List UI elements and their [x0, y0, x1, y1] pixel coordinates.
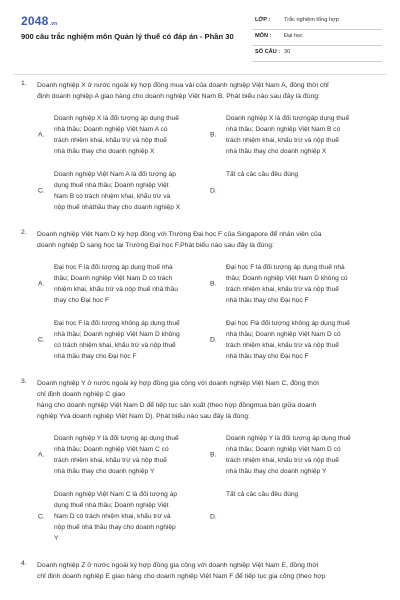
option-text-line: dụng thuế nhà thầu; Doanh nghiệp Việt	[54, 182, 169, 189]
question-text	[37, 560, 386, 582]
question-text	[37, 80, 386, 102]
document-header	[0, 0, 400, 70]
meta-row-count	[252, 46, 382, 62]
option-text-line: Doanh nghiệp X là đối tượng áp dụng thuế	[54, 115, 179, 122]
option-text	[54, 318, 204, 362]
meta-value: 30	[284, 49, 291, 55]
option-text-line: nhiệm khai, khấu trừ và nộp thuế nhà thầu	[54, 286, 178, 293]
option-text-line: Đại học F là đối tượng áp dụng thuế nhà	[54, 264, 173, 271]
option-text	[226, 113, 376, 157]
answer-option[interactable]	[38, 312, 210, 368]
option-text-line: Đại học F là đối tượng không áp dụng thuế	[54, 320, 180, 327]
option-text-line: dụng thuế nhà thầu; Doanh nghiệp Việt	[54, 502, 169, 509]
option-text-line: Tất cả các câu đều đúng	[226, 491, 299, 498]
option-letter: B.	[210, 280, 217, 288]
question-item	[0, 560, 400, 582]
question-text	[37, 378, 386, 422]
option-text-line: trách nhiệm khai, khấu trừ và nộp thuế	[54, 457, 167, 464]
option-text-line: thầu; Doanh nghiệp Việt Nam D không có	[226, 275, 348, 282]
answer-option-row	[38, 483, 383, 550]
option-text-line: nhà thầu thay cho doanh nghiệp X	[54, 148, 155, 155]
option-text-line: trách nhiệm khai, khấu trừ và nộp thuế	[226, 342, 339, 349]
answer-option-row	[38, 312, 383, 368]
option-letter: A.	[38, 280, 45, 288]
meta-row-subject	[252, 30, 382, 46]
meta-value: Trắc nghiệm tổng hợp	[284, 17, 339, 23]
option-text-line: nộp thuế nhàthầu thay cho doanh nghiệp X	[54, 204, 181, 211]
option-text-line: nhà thầu thay cho Đại học F	[226, 353, 309, 360]
option-text-line: trách nhiệm khai, khấu trừ và nộp thuế	[226, 137, 339, 144]
meta-label: SỐ CÂU :	[255, 49, 281, 55]
meta-label: LỚP :	[255, 17, 271, 23]
question-text	[37, 229, 386, 251]
option-text-line: thầu; Doanh nghiệp Việt Nam D có trách	[54, 275, 173, 282]
header-divider	[13, 74, 387, 75]
option-letter: C.	[38, 187, 45, 195]
option-text-line: có trách nhiệm khai, khấu trừ và nộp thuế	[54, 342, 176, 349]
option-text-line: nhà thầu; Doanh nghiệp Việt Nam C có	[54, 446, 169, 453]
option-text-line: trách nhiệm khai, khấu trừ và nộp thuế	[54, 137, 167, 144]
option-text	[54, 262, 204, 306]
site-logo[interactable]: 2048.vn	[21, 14, 58, 28]
answer-option[interactable]	[210, 483, 382, 550]
answer-option-row	[38, 107, 383, 163]
option-text	[226, 489, 376, 500]
option-text-line: nhà thầu; Doanh nghiệp Việt Nam D có	[226, 331, 341, 338]
question-list	[0, 80, 400, 592]
answer-option[interactable]	[210, 256, 382, 312]
question-item	[0, 80, 400, 219]
option-text-line: thay cho Đại học F	[54, 297, 109, 304]
option-letter: D.	[210, 513, 217, 520]
option-text-line: nộp thuế nhà thầu thay cho doanh nghiệp	[54, 524, 176, 531]
option-letter: B.	[210, 131, 217, 139]
option-text-line: Nam D có trách nhiệm khai, khấu trừ và	[54, 513, 171, 520]
answer-options	[38, 107, 383, 219]
answer-option[interactable]	[210, 163, 382, 219]
option-text	[226, 169, 376, 180]
option-text-line: Doanh nghiệp Việt Nam A là đối tượng áp	[54, 171, 176, 178]
option-letter: B.	[210, 451, 217, 459]
question-number: 3.	[21, 378, 27, 385]
option-text-line: Doanh nghiệp Y là đối tượng áp dụng thuế	[226, 435, 351, 442]
question-text-line: định doanh nghiệp A giao hàng cho doanh nghiệp Việt Nam B. Phát biểu nào sau đây là đúng:	[37, 93, 320, 100]
option-text-line: nhà thầu thay cho doanh nghiệp Y	[54, 468, 155, 475]
option-text-line: Nam B có trách nhiệm khai, khấu trừ và	[54, 193, 171, 200]
answer-option[interactable]	[210, 312, 382, 368]
option-text-line: nhà thầu thay cho doanh nghiệp X	[226, 148, 327, 155]
option-text-line: nhà thầu; Doanh nghiệp Việt Nam A có	[54, 126, 168, 133]
question-item	[0, 229, 400, 368]
option-text	[54, 433, 204, 477]
option-text-line: nhà thầu thay cho Đại học F	[226, 297, 309, 304]
meta-value: Đại học	[284, 33, 303, 39]
answer-option[interactable]	[38, 427, 210, 483]
question-text-line: doanh nghiệp D sang học tại Trường Đại học F.Phát biểu nào sau đây là đúng:	[37, 242, 274, 249]
option-text-line: nhà thầu thay cho doanh nghiệp Y	[226, 468, 327, 475]
answer-option[interactable]	[38, 256, 210, 312]
option-text-line: Đại học Flà đối tượng không áp dụng thuế	[226, 320, 350, 327]
question-number: 1.	[21, 80, 27, 87]
answer-options	[38, 256, 383, 368]
option-text-line: Doanh nghiệp Việt Nam C là đối tượng áp	[54, 491, 177, 498]
option-text	[54, 489, 204, 544]
option-text	[226, 433, 376, 477]
answer-options	[38, 427, 383, 550]
option-text-line: Y	[54, 535, 59, 542]
question-text-line: Doanh nghiệp Việt Nam D ký hợp đồng với Trường Đại học F của Singapore để nhân viên của	[37, 231, 322, 238]
answer-option[interactable]	[210, 107, 382, 163]
option-letter: A.	[38, 451, 45, 459]
option-text-line: Đại học F là đối tượng áp dụng thuế nhà	[226, 264, 345, 271]
option-text	[226, 318, 376, 362]
question-text-line: chỉ định doanh nghiệp C giao	[37, 391, 126, 398]
option-text-line: Doanh nghiệp X là đối tượngáp dụng thuế	[226, 115, 350, 122]
option-text-line: Doanh nghiệp Y là đối tượng áp dụng thuế	[54, 435, 179, 442]
option-text-line: nhà thầu; Doanh nghiệp Việt Nam D có	[226, 446, 341, 453]
question-text-line: Doanh nghiệp X ở nước ngoài ký hợp đồng mua vải của doanh nghiệp Việt Nam A, đồng thời chỉ	[37, 82, 329, 89]
option-letter: C.	[38, 336, 45, 344]
answer-option[interactable]	[210, 427, 382, 483]
document-meta	[252, 14, 382, 62]
option-text	[54, 113, 204, 157]
option-text-line: Tất cả các câu đều đúng	[226, 171, 299, 178]
answer-option[interactable]	[38, 107, 210, 163]
meta-row-class	[252, 14, 382, 30]
question-text-line: hàng cho doanh nghiệp Việt Nam D để tiếp tục sản xuất (theo hợp đồngmua bán giữa doanh	[37, 402, 317, 409]
question-number: 4.	[21, 560, 27, 567]
answer-option-row	[38, 256, 383, 312]
question-number: 2.	[21, 229, 27, 236]
question-text-line: chỉ định doanh nghiệp E giao hàng cho doanh nghiệp Việt Nam F để tiếp tục gia công (theo hợp	[37, 573, 326, 580]
question-item	[0, 378, 400, 550]
option-letter: A.	[38, 131, 45, 139]
option-text	[54, 169, 204, 213]
option-letter: D.	[210, 187, 217, 195]
question-text-line: Doanh nghiệp Z ở nước ngoài ký hợp đồng gia công với doanh nghiệp Việt Nam E, đồng thời	[37, 562, 319, 569]
question-text-line: nghiệp Yvà doanh nghiệp Việt Nam D). Phát biểu nào sau đây là đúng:	[37, 413, 250, 420]
answer-option[interactable]	[38, 163, 210, 219]
meta-label: MÔN :	[255, 33, 272, 39]
option-text-line: nhà thầu; Doanh nghiệp Việt Nam B có	[226, 126, 341, 133]
answer-option-row	[38, 163, 383, 219]
question-text-line: Doanh nghiệp Y ở nước ngoài ký hợp đồng gia công với doanh nghiệp Việt Nam C, đồng thời	[37, 380, 319, 387]
option-text-line: trách nhiệm khai, khấu trừ và nộp thuế	[226, 457, 339, 464]
option-text-line: nhà thầu thay cho Đại học F	[54, 353, 137, 360]
answer-option-row	[38, 427, 383, 483]
option-letter: D.	[210, 336, 217, 344]
option-text-line: trách nhiệm khai, khấu trừ và nộp thuế	[226, 286, 339, 293]
option-letter: C.	[38, 513, 45, 520]
answer-option[interactable]	[38, 483, 210, 550]
option-text-line: nhà thầu; Doanh nghiệp Việt Nam D không	[54, 331, 180, 338]
document-title: 900 câu trắc nghiệm môn Quản lý thuế có đáp án - Phần 30	[21, 32, 234, 41]
option-text	[226, 262, 376, 306]
